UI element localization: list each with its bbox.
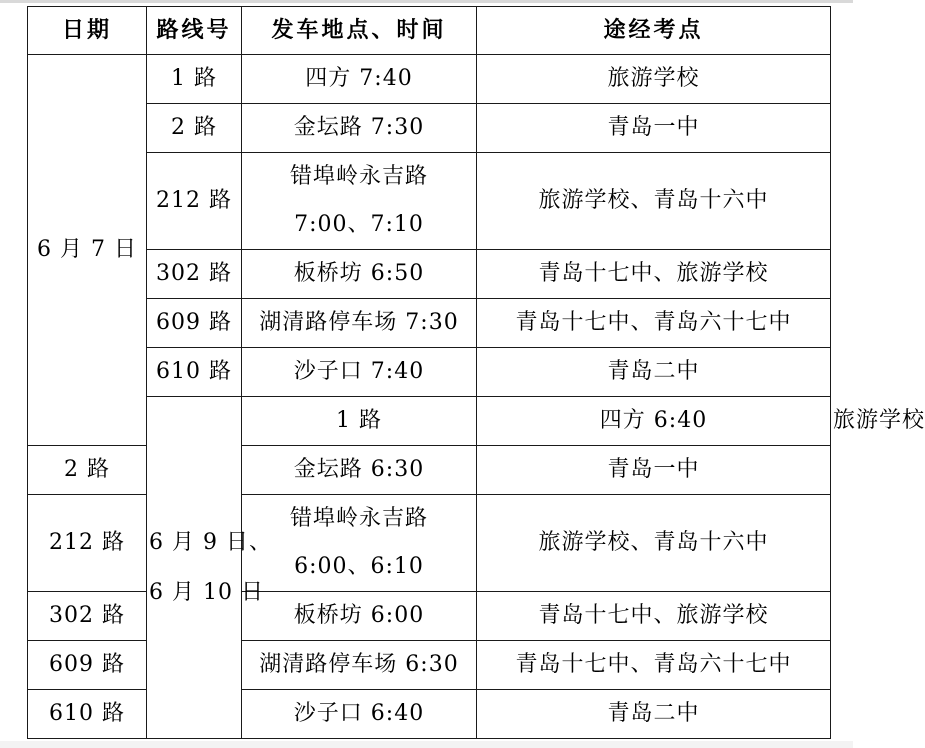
stops-cell: 青岛二中 [477,690,831,739]
top-edge-divider [0,0,853,3]
stops-cell: 旅游学校 [477,55,831,104]
route-cell: 609 路 [28,641,147,690]
departure-cell: 湖清路停车场 6:30 [242,641,477,690]
stops-cell: 旅游学校、青岛十六中 [477,153,831,250]
route-cell: 609 路 [147,299,242,348]
date-text: 6 月 7 日 [37,237,137,262]
departure-time: 7:00、7:10 [294,212,424,237]
route-cell: 212 路 [147,153,242,250]
stops-cell: 旅游学校、青岛十六中 [477,495,831,592]
route-cell: 302 路 [147,250,242,299]
departure-cell [242,153,477,250]
departure-cell: 四方 7:40 [242,55,477,104]
header-stops: 途经考点 [477,7,831,55]
departure-place: 错埠岭永吉路 [289,164,428,189]
bottom-edge-divider [0,741,853,748]
header-departure: 发车地点、时间 [242,7,477,55]
route-cell: 302 路 [28,592,147,641]
departure-cell: 湖清路停车场 7:30 [242,299,477,348]
departure-cell: 板桥坊 6:00 [242,592,477,641]
stops-cell: 青岛一中 [477,446,831,495]
stops-cell: 青岛十七中、旅游学校 [477,250,831,299]
table-row [28,153,831,250]
date-text: 6 月 10 日 [149,579,264,605]
departure-cell: 金坛路 6:30 [242,446,477,495]
stops-cell: 青岛十七中、旅游学校 [477,592,831,641]
departure-cell: 沙子口 7:40 [242,348,477,397]
route-cell: 1 路 [147,55,242,104]
bus-schedule-table [27,6,925,739]
departure-place: 错埠岭永吉路 [289,506,428,531]
header-route: 路线号 [147,7,242,55]
table-row [28,250,831,299]
route-cell: 2 路 [147,104,242,153]
header-date: 日期 [28,7,147,55]
route-cell: 2 路 [28,446,147,495]
stops-cell: 青岛二中 [477,348,831,397]
route-cell: 212 路 [28,495,147,592]
table-row [28,348,831,397]
stops-cell: 青岛十七中、青岛六十七中 [477,299,831,348]
departure-cell: 金坛路 7:30 [242,104,477,153]
stops-cell: 青岛一中 [477,104,831,153]
table-row [28,299,831,348]
route-cell: 610 路 [147,348,242,397]
route-cell: 1 路 [242,397,477,446]
table-row [28,104,831,153]
table-row: 6 月 9 日、 6 月 10 日 1 路 四方 6:40 旅游学校 [28,397,831,446]
stops-cell: 青岛十七中、青岛六十七中 [477,641,831,690]
route-cell: 610 路 [28,690,147,739]
date-cell [28,55,147,446]
departure-cell: 板桥坊 6:50 [242,250,477,299]
table-row [28,55,831,104]
date-text: 6 月 9 日、 [149,529,272,555]
header-row [28,7,831,55]
departure-cell: 四方 6:40 [477,397,831,446]
departure-time: 6:00、6:10 [294,554,424,579]
date-cell [147,397,272,739]
departure-cell [242,495,477,592]
departure-cell: 沙子口 6:40 [242,690,477,739]
